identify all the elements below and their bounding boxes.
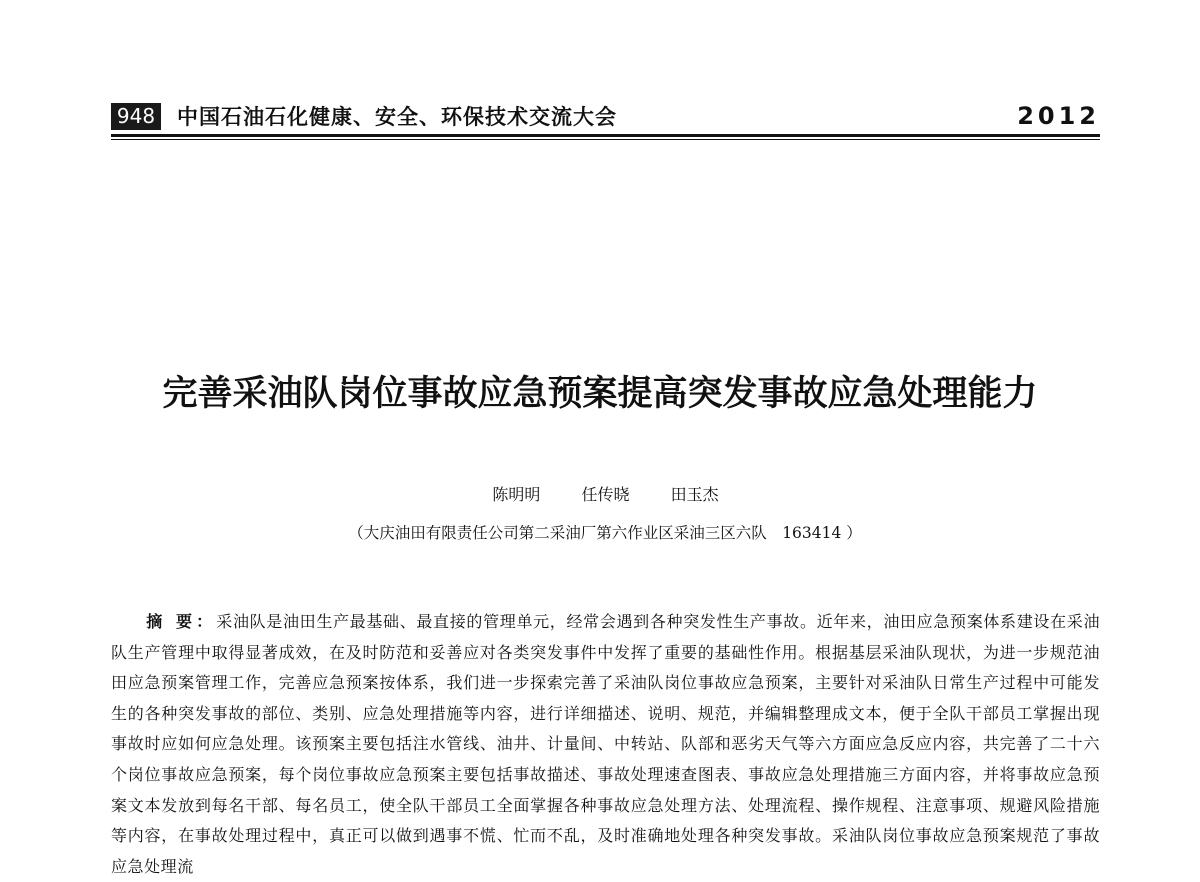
header-rule-thin xyxy=(111,139,1100,140)
year-label: 2012 xyxy=(1017,102,1100,130)
abstract-paragraph xyxy=(111,607,1100,882)
abstract-text: 采油队是油田生产最基础、最直接的管理单元，经常会遇到各种突发性生产事故。近年来，油田应急预案体系建设在采油队生产管理中取得显著成效，在及时防范和妥善应对各类突发事件中发挥了重要的基础性作用。根据基层采油队现状，为进一步规范油田应急预案管理工作，完善应急预案按体系，我们进一步探索完善了采油队岗位事故应急预案，主要针对采油队日常生产过程中可能发生的各种突发事故的部位、类别、应急处理措施等内容，进行详细描述、说明、规范，并编辑整理成文本，便于全队干部员工掌握出现事故时应如何应急处理。该预案主要包括注水管线、油井、计量间、中转站、队部和恶劣天气等六方面应急反应内容，共完善了二十六个岗位事故应急预案，每个岗位事故应急预案主要包括事故描述、事故处理速查图表、事故应急处理措施三方面内容，并将事故应急预案文本发放到每名干部、每名员工，使全队干部员工全面掌握各种事故应急处理方法、处理流程、操作规程、注意事项、规避风险措施等内容，在事故处理过程中，真正可以做到遇事不慌、忙而不乱，及时准确地处理各种突发事故。采油队岗位事故应急预案规范了事故应急处理流 xyxy=(111,612,1100,876)
article-title: 完善采油队岗位事故应急预案提高突发事故应急处理能力 xyxy=(162,374,1038,414)
author-affiliation: （大庆油田有限责任公司第二采油厂第六作业区采油三区六队 163414 ） xyxy=(348,524,862,542)
author-list xyxy=(0,484,1200,506)
author-name: 任传晓 xyxy=(581,485,630,504)
page-number-badge: 948 xyxy=(111,103,161,130)
abstract-label: 摘 要： xyxy=(146,612,217,631)
header-rule-thick xyxy=(111,134,1100,137)
author-name: 田玉杰 xyxy=(670,485,719,504)
author-name: 陈明明 xyxy=(492,485,541,504)
conference-title: 中国石油石化健康、安全、环保技术交流大会 xyxy=(177,105,617,129)
running-header xyxy=(111,100,1100,134)
